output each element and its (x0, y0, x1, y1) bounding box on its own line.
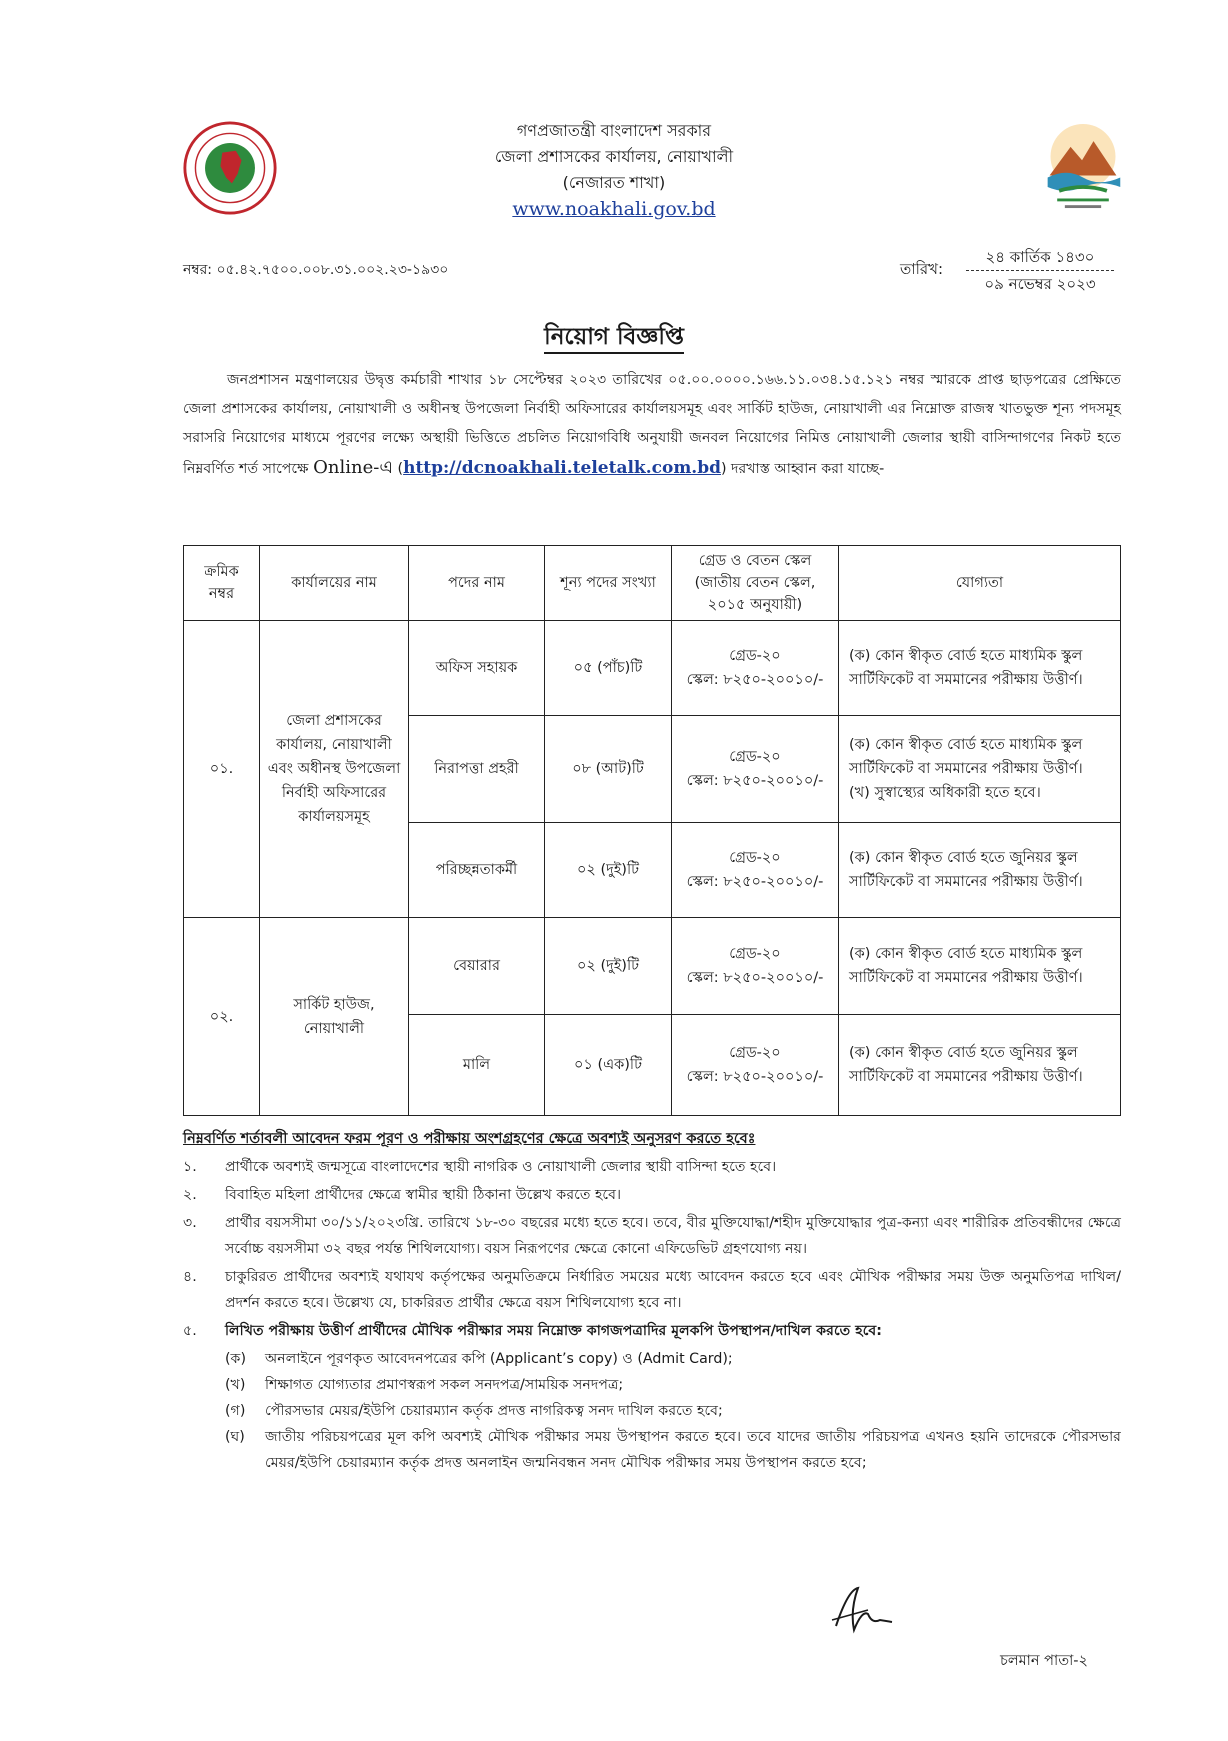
qualification-cell: (ক) কোন স্বীকৃত বোর্ড হতে মাধ্যমিক স্কুল সার্টিফিকেট বা সমমানের পরীক্ষায় উত্তীর্ণ। (839, 918, 1121, 1015)
online-word: Online-এ (313, 457, 394, 478)
date-label: তারিখ: (900, 260, 944, 278)
office-cell: সার্কিট হাউজ, নোয়াখালী (260, 918, 409, 1116)
sub-list-item: (গ) পৌরসভার মেয়র/ইউপি চেয়ারম্যান কর্তৃক প্রদত্ত নাগরিকত্ব সনদ দাখিল করতে হবে; (225, 1403, 723, 1419)
conditions-list (183, 1154, 1121, 1476)
col-office: কার্যালয়ের নাম (260, 546, 409, 621)
noakhali-district-brand-icon (1040, 118, 1126, 214)
intro-closing: দরখাস্ত আহ্বান করা যাচ্ছে- (731, 461, 885, 477)
post-cell: মালি (409, 1015, 545, 1116)
signature-icon (828, 1580, 898, 1640)
list-item: ২. বিবাহিত মহিলা প্রার্থীদের ক্ষেত্রে স্বামীর স্থায়ী ঠিকানা উল্লেখ করতে হবে। (183, 1187, 622, 1203)
col-vacancy: শূন্য পদের সংখ্যা (545, 546, 672, 621)
vacancy-cell: ০৫ (পাঁচ)টি (545, 621, 672, 716)
list-item: ৩. প্রার্থীর বয়সসীমা ৩০/১১/২০২৩খ্রি. তারিখে ১৮-৩০ বছরের মধ্যে হতে হবে। তবে, বীর মুক্তিযোদ্ধা/শহীদ মুক্তিযোদ্ধার পুত্র-কন্যা এবং শারীরিক প্রতিবন্ধীদের ক্ষেত্রে সর্বোচ্চ বয়সসীমা ৩২ বছর পর্যন্ত শিথিলযোগ্য। বয়স নিরূপণের ক্ষেত্রে কোনো এফিডেভিট গ্রহণযোগ্য নয়। (183, 1215, 1121, 1257)
list-item: ৫. লিখিত পরীক্ষায় উত্তীর্ণ প্রার্থীদের মৌখিক পরীক্ষার সময় নিম্নোক্ত কাগজপত্রাদির মূলকপি উপস্থাপন/দাখিল করতে হবে: (183, 1323, 882, 1339)
intro-text: জনপ্রশাসন মন্ত্রণালয়ের উদ্বৃত্ত কর্মচারী শাখার ১৮ সেপ্টেম্বর ২০২৩ তারিখের ০৫.০০.০০০০.১৬৬.১১.০৩৪.১৫.১২১ নম্বর স্মারকে প্রাপ্ত ছাড়পত্রের প্রেক্ষিতে জেলা প্রশাসকের কার্যালয়, নোয়াখালী ও অধীনস্থ উপজেলা নির্বাহী অফিসারের কার্যালয়সমূহ এবং সার্কিট হাউজ, নোয়াখালী এর নিম্নোক্ত রাজস্ব খাতভুক্ত শূন্য পদসমূহ সরাসরি নিয়োগের মাধ্যমে পূরণের লক্ষ্যে অস্থায়ী ভিত্তিতে প্রচলিত নিয়োগবিধি অনুযায়ী জনবল নিয়োগের নিমিত্ত নোয়াখালী জেলার স্থায়ী বাসিন্দাগণের নিকট হতে নিম্নবর্ণিত শর্ত সাপেক্ষে (183, 372, 1121, 477)
qualification-cell: (ক) কোন স্বীকৃত বোর্ড হতে জুনিয়র স্কুল সার্টিফিকেট বা সমমানের পরীক্ষায় উত্তীর্ণ। (839, 1015, 1121, 1116)
branch-name: (নেজারত শাখা) (562, 173, 666, 192)
qualification-cell: (ক) কোন স্বীকৃত বোর্ড হতে মাধ্যমিক স্কুল সার্টিফিকেট বা সমমানের পরীক্ষায় উত্তীর্ণ। (839, 621, 1121, 716)
grade-cell: গ্রেড-২০ স্কেল: ৮২৫০-২০০১০/- (672, 621, 839, 716)
list-item: ১. প্রার্থীকে অবশ্যই জন্মসূত্রে বাংলাদেশের স্থায়ী নাগরিক ও নোয়াখালী জেলার স্থায়ী বাসিন্দা হতে হবে। (183, 1159, 777, 1175)
table-header-row (184, 546, 1121, 621)
conditions-heading: নিম্নবর্ণিত শর্তাবলী আবেদন ফরম পূরণ ও পরীক্ষায় অংশগ্রহণের ক্ষেত্রে অবশ্যই অনুসরণ করতে হবেঃ (183, 1131, 756, 1147)
letterhead (400, 118, 828, 222)
table-row (184, 918, 1121, 1015)
grade-cell: গ্রেড-২০ স্কেল: ৮২৫০-২০০১০/- (672, 823, 839, 918)
grade-cell: গ্রেড-২০ স্কেল: ৮২৫০-২০০১০/- (672, 716, 839, 823)
vacancy-cell: ০২ (দুই)টি (545, 918, 672, 1015)
office-cell: জেলা প্রশাসকের কার্যালয়, নোয়াখালী এবং অধীনস্থ উপজেলা নির্বাহী অফিসারের কার্যালয়সমূহ (260, 621, 409, 918)
table-row (184, 621, 1121, 716)
list-item: ৪. চাকুরিরত প্রার্থীদের অবশ্যই যথাযথ কর্তৃপক্ষের অনুমতিক্রমে নির্ধারিত সময়ের মধ্যে আবেদন করতে হবে এবং মৌখিক পরীক্ষার সময় উক্ত অনুমতিপত্র দাখিল/ প্রদর্শন করতে হবে। উল্লেখ্য যে, চাকরিরত প্রার্থীর ক্ষেত্রে বয়স শিথিলযোগ্য হবে না। (183, 1269, 1121, 1311)
vacancy-cell: ০১ (এক)টি (545, 1015, 672, 1116)
post-cell: পরিচ্ছন্নতাকর্মী (409, 823, 545, 918)
intro-paragraph: জনপ্রশাসন মন্ত্রণালয়ের উদ্বৃত্ত কর্মচারী শাখার ১৮ সেপ্টেম্বর ২০২৩ তারিখের ০৫.০০.০০০০.১৬৬.১১.০৩৪.১৫.১২১ নম্বর স্মারকে প্রাপ্ত ছাড়পত্রের প্রেক্ষিতে জেলা প্রশাসকের কার্যালয়, নোয়াখালী ও অধীনস্থ উপজেলা নির্বাহী অফিসারের কার্যালয়সমূহ এবং সার্কিট হাউজ, নোয়াখালী এর নিম্নোক্ত রাজস্ব খাতভুক্ত শূন্য পদসমূহ সরাসরি নিয়োগের মাধ্যমে পূরণের লক্ষ্যে অস্থায়ী ভিত্তিতে প্রচলিত নিয়োগবিধি অনুযায়ী জনবল নিয়োগের নিমিত্ত নোয়াখালী জেলার স্থায়ী বাসিন্দাগণের নিকট হতে নিম্নবর্ণিত শর্ত সাপেক্ষে Online-এ (http://dcnoakhali.teletalk.com.bd) দরখাস্ত আহ্বান করা যাচ্ছে- (183, 372, 1121, 478)
sub-list-item: (ক) অনলাইনে পূরণকৃত আবেদনপত্রের কপি (Applicant’s copy) ও (Admit Card); (225, 1351, 733, 1367)
col-qualification: যোগ্যতা (839, 546, 1121, 621)
memo-number: নম্বর: ০৫.৪২.৭৫০০.০০৮.৩১.০০২.২৩-১৯৩০ (183, 262, 449, 278)
grade-cell: গ্রেড-২০ স্কেল: ৮২৫০-২০০১০/- (672, 1015, 839, 1116)
col-serial: ক্রমিক নম্বর (184, 546, 260, 621)
page-title: নিয়োগ বিজ্ঞপ্তি (0, 318, 1228, 357)
post-cell: অফিস সহায়ক (409, 621, 545, 716)
date-block (960, 244, 1120, 297)
sub-list-item: (ঘ) জাতীয় পরিচয়পত্রের মূল কপি অবশ্যই মৌখিক পরীক্ষার সময় উপস্থাপন করতে হবে। তবে যাদের জাতীয় পরিচয়পত্র এখনও হয়নি তাদেরকে পৌরসভার মেয়র/ইউপি চেয়ারম্যান কর্তৃক প্রদত্ত অনলাইন জন্মনিবন্ধন সনদ মৌখিক পরীক্ষার সময় উপস্থাপন করতে হবে; (225, 1429, 1121, 1471)
col-post: পদের নাম (409, 546, 545, 621)
vacancy-cell: ০২ (দুই)টি (545, 823, 672, 918)
post-cell: নিরাপত্তা প্রহরী (409, 716, 545, 823)
govt-name: গণপ্রজাতন্ত্রী বাংলাদেশ সরকার (516, 121, 712, 140)
bangladesh-govt-seal-icon (182, 120, 278, 216)
col-grade: গ্রেড ও বেতন স্কেল (জাতীয় বেতন স্কেল, ২০১৫ অনুযায়ী) (672, 546, 839, 621)
qualification-cell: (ক) কোন স্বীকৃত বোর্ড হতে মাধ্যমিক স্কুল সার্টিফিকেট বা সমমানের পরীক্ষায় উত্তীর্ণ। (খ) সুস্বাস্থ্যের অধিকারী হতে হবে। (839, 716, 1121, 823)
qualification-cell: (ক) কোন স্বীকৃত বোর্ড হতে জুনিয়র স্কুল সার্টিফিকেট বা সমমানের পরীক্ষায় উত্তীর্ণ। (839, 823, 1121, 918)
date-bangla: ২৪ কার্তিক ১৪৩০ (985, 248, 1095, 266)
serial-cell: ০২. (184, 918, 260, 1116)
vacancy-table (183, 545, 1121, 1116)
office-name: জেলা প্রশাসকের কার্যালয়, নোয়াখালী (494, 147, 734, 166)
website-link[interactable]: www.noakhali.gov.bd (512, 198, 716, 220)
date-gregorian: ০৯ নভেম্বর ২০২৩ (984, 275, 1096, 293)
sub-list-item: (খ) শিক্ষাগত যোগ্যতার প্রমাণস্বরূপ সকল সনদপত্র/সাময়িক সনদপত্র; (225, 1377, 624, 1393)
post-cell: বেয়ারার (409, 918, 545, 1015)
application-link[interactable]: http://dcnoakhali.teletalk.com.bd (403, 458, 721, 478)
serial-cell: ০১. (184, 621, 260, 918)
vacancy-cell: ০৮ (আট)টি (545, 716, 672, 823)
continued-page-note: চলমান পাতা-২ (1000, 1653, 1088, 1669)
grade-cell: গ্রেড-২০ স্কেল: ৮২৫০-২০০১০/- (672, 918, 839, 1015)
